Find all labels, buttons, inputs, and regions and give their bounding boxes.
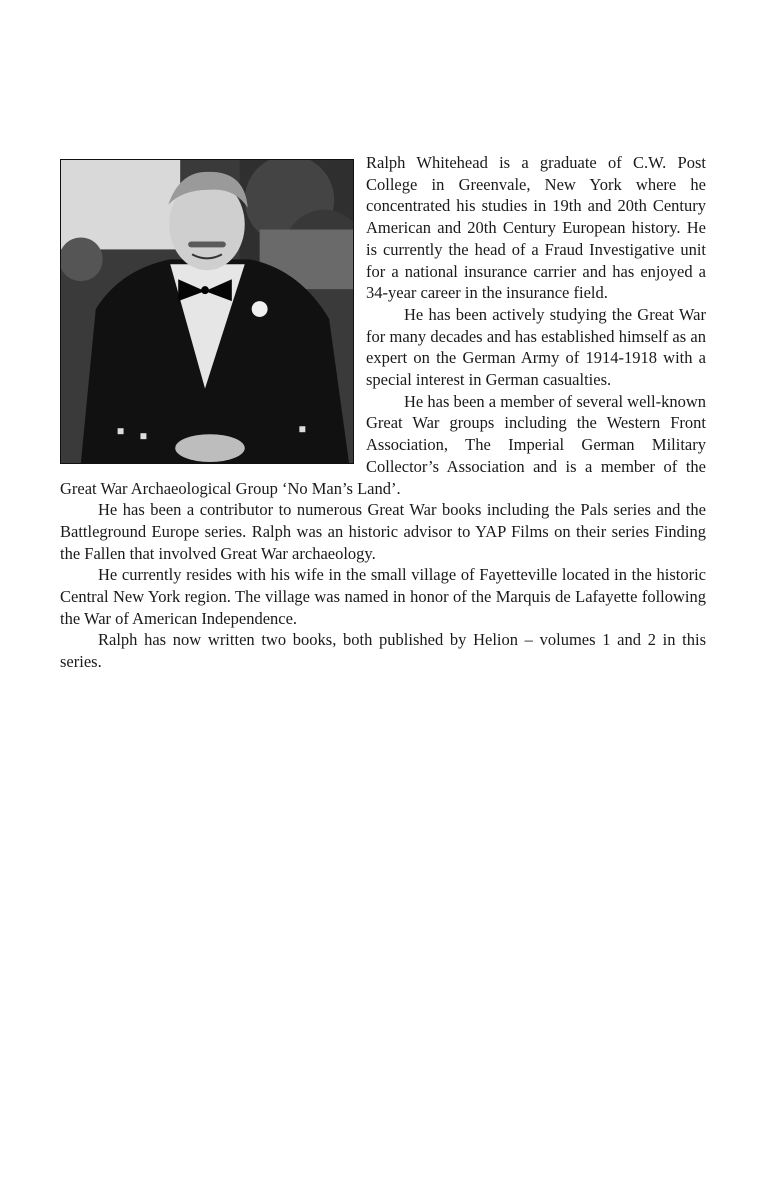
author-bio-section (60, 152, 706, 673)
bio-paragraph-6: Ralph has now written two books, both published by Helion – volumes 1 and 2 in this series. (60, 630, 706, 672)
bio-paragraph-1: Ralph Whitehead is a graduate of C.W. Post College in Greenvale, New York where he concentrated his studies in 19th and 20th Century American and 20th Century European history. He is currently the head of a Fraud Investigative unit for a national insurance carrier and has enjoyed a 34-year career in the insurance field. (366, 153, 706, 303)
bio-paragraph-5: He currently resides with his wife in the small village of Fayetteville located in the historic Central New York region. The village was named in honor of the Marquis de Lafayette following the War of American Independence. (60, 565, 706, 628)
author-photo (60, 159, 354, 464)
bio-paragraph-4: He has been a contributor to numerous Great War books including the Pals series and the Battleground Europe series. Ralph was an historic advisor to YAP Films on their series Finding the Fallen that involved Great War archaeology. (60, 500, 706, 563)
bio-paragraph-2: He has been actively studying the Great War for many decades and has established himself as an expert on the German Army of 1914-1918 with a special interest in German casualties. (366, 304, 706, 390)
author-portrait-image (61, 160, 353, 463)
bio-paragraph-3: He has been a member of several well-known Great War groups including the Western Front Association, The Imperial German Military Collector’s Association and is a member of the Great War Archaeological Group ‘No Man’s Land’. (60, 391, 706, 498)
